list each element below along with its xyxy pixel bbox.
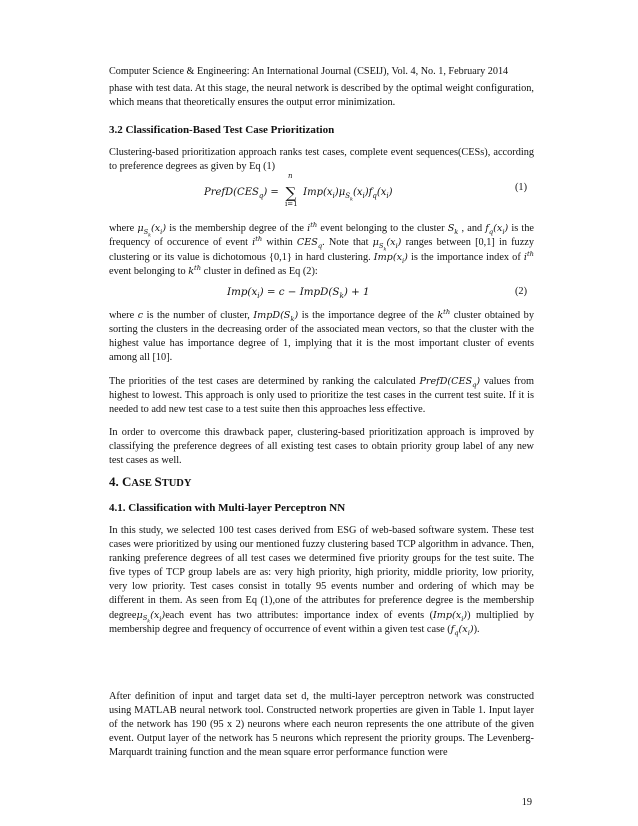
paragraph-1: Clustering-based prioritization approach ranks test cases, complete event sequences(CESs), according to preference degrees as given by Eq (1) bbox=[109, 147, 534, 173]
equation-1: $PrefD(CES_q)$ = ∑ n i=1 $Imp(x_i)\mu_{S_k}(x_i)f_q(x_i)$ bbox=[204, 172, 393, 208]
paragraph-7: After definition of input and target data set d, the multi-layer perceptron network was constructed using MATLAB neural network tool. Constructed network properties are given in Table 1. Input layer of the network has 190 (95 x 2) neurons where each neuron represents the one attribute of the given event. Output layer of the network has 5 neurons which represent the priority groups. The Levenberg-Marquardt training function and the mean square error performance function were bbox=[109, 691, 534, 759]
equation-1-number: (1) bbox=[515, 182, 528, 193]
intro-paragraph: phase with test data. At this stage, the neural network is described by the optimal weight configuration, which means that theoretically ensures the output error minimization. bbox=[109, 83, 534, 109]
paragraph-5: In order to overcome this drawback paper, clustering-based prioritization approach is improved by classifying the preference degrees of all existing test cases to obtain priority group label of any new test cases as well. bbox=[109, 427, 534, 467]
paragraph-4: The priorities of the test cases are determined by ranking the calculated $PrefD(CES_q)$ values from highest to lowest. This approach is only used to prioritize the test cases in the current test suite. If it is needed to add new test case to a test suite then this approaches less effective. bbox=[109, 376, 534, 416]
paragraph-6: In this study, we selected 100 test cases derived from ESG of web-based software system. These test cases were prioritized by using our mentioned fuzzy clustering based TCP algorithm in advance. Then, ranking preference degrees of all test cases we determined five priority groups for the test suite. The five types of TCP group labels are as: very high priority, high priority, middle priority, low priority, very low priority. Test cases consist in totally 95 events number and ordering of which may be different in them. As seen from Eq (1),one of the attributes for preference degree is the membership $degree\mu_{S_k}(x_i)each$ event has two attributes: importance index of events $(Imp(x_i))$ multiplied by membership degree and frequency of occurrence of event within a given test case $(f_q(x_i))$. bbox=[109, 525, 535, 637]
section-3-2-heading: 3.2 Classification-Based Test Case Prioritization bbox=[109, 124, 335, 136]
journal-header: Computer Science & Engineering: An International Journal (CSEIJ), Vol. 4, No. 1, February 2014 bbox=[109, 66, 509, 77]
equation-2: $Imp(x_i) = c$ − $ImpD(S_k) + 1$ bbox=[227, 286, 370, 301]
equation-2-number: (2) bbox=[515, 286, 528, 297]
paragraph-3: where c is the number of cluster, $ImpD(S_k)$ is the importance degree of the $k^{th}$ cluster obtained by sorting the clusters in the decreasing order of the associated mean vectors, so that the cluster with the highest value has importance degree of 1, implying that it is the most important cluster of events among all [10]. bbox=[109, 307, 534, 364]
page-number: 19 bbox=[521, 797, 532, 808]
section-4-heading: 4. CASE STUDY bbox=[109, 474, 192, 489]
section-4-1-heading: 4.1. Classification with Multi-layer Perceptron NN bbox=[109, 502, 346, 514]
paragraph-2: where $\mu_{S_k}(x_i)$ is the membership degree of the $i^{th}$ event belonging to the cluster $S_k$ , and $f_q(x_i)$ is the frequency of occurence of event $i^{th}$ within $CES_q$. Note that $\mu_{S_k}(x_i)$ ranges between [0,1] in fuzzy clustering or its value is dichotomous {0,1} in hard clustering. $Imp(x_i)$ is the importance index of $i^{th}$ event belonging to $k^{th}$ cluster in defined as Eq (2): bbox=[109, 220, 534, 277]
